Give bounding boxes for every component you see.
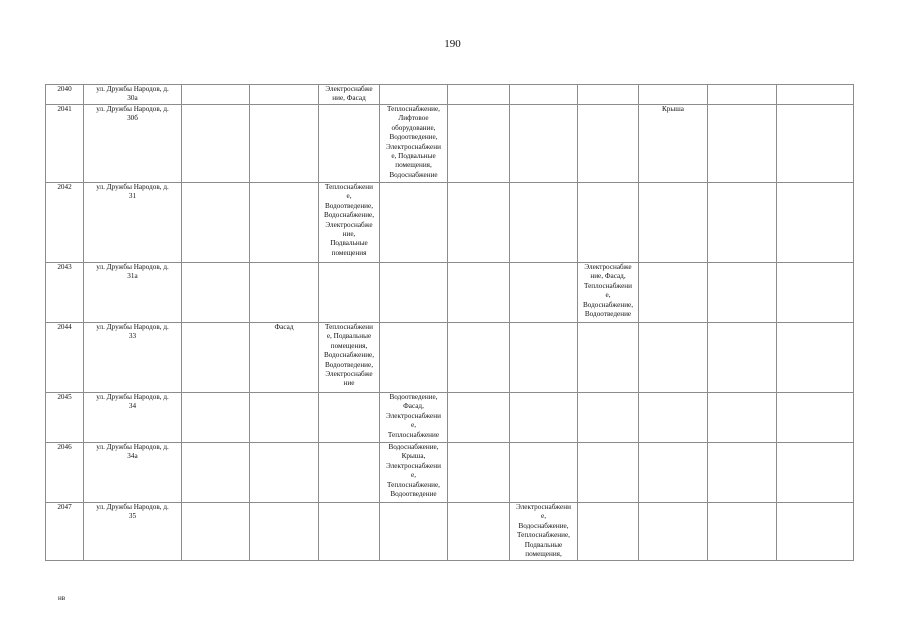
work-type-cell [250,263,319,323]
address-cell: ул. Дружбы Народов, д. 35 [84,503,182,561]
row-number-cell: 2046 [46,443,84,503]
work-type-cell [708,393,777,443]
work-type-cell [319,393,380,443]
work-type-cell [639,183,708,263]
address-cell: ул. Дружбы Народов, д. 31 [84,183,182,263]
work-type-cell: Крыша [639,105,708,183]
work-type-cell [319,105,380,183]
work-type-cell [182,105,250,183]
work-type-cell [510,393,578,443]
work-type-cell [777,105,854,183]
work-type-cell: Электроснабже ние, Фасад [319,85,380,105]
work-type-cell: Теплоснабжение, Лифтовое оборудование, Водоотведение, Электроснабжени е, Подвальные помещения, Водоснабжение [380,105,448,183]
work-type-cell [639,263,708,323]
work-type-cell [380,323,448,393]
work-type-cell [319,503,380,561]
work-type-cell [777,503,854,561]
work-type-cell [319,263,380,323]
work-type-cell [182,503,250,561]
page-number: 190 [444,38,461,50]
work-type-cell [380,503,448,561]
work-type-cell [182,183,250,263]
work-type-cell [380,263,448,323]
work-type-cell [250,105,319,183]
work-type-cell [319,443,380,503]
work-type-cell [578,393,639,443]
work-type-cell [708,263,777,323]
work-type-cell: Электроснабже ние, Фасад, Теплоснабжени е, Водоснабжение, Водоотведение [578,263,639,323]
work-type-cell [448,85,510,105]
work-type-cell [182,263,250,323]
address-cell: ул. Дружбы Народов, д. 34а [84,443,182,503]
table-row [46,323,854,393]
work-type-cell [250,443,319,503]
table-row [46,263,854,323]
work-type-cell [708,323,777,393]
table-row [46,443,854,503]
work-type-cell [777,323,854,393]
work-type-cell [708,105,777,183]
table-row [46,105,854,183]
row-number-cell: 2045 [46,393,84,443]
address-cell: ул. Дружбы Народов, д. 30а [84,85,182,105]
work-type-cell [510,105,578,183]
work-type-cell [639,503,708,561]
row-number-cell: 2041 [46,105,84,183]
work-type-cell [578,503,639,561]
work-type-cell [510,443,578,503]
row-number-cell: 2042 [46,183,84,263]
work-type-cell [448,443,510,503]
work-type-cell [448,105,510,183]
work-type-cell [182,393,250,443]
work-type-cell: Теплоснабжени е, Водоотведение, Водоснабжение, Электроснабже ние, Подвальные помещения [319,183,380,263]
work-type-cell: Водоотведение, Фасад, Электроснабжени е, Теплоснабжение [380,393,448,443]
work-type-cell [380,85,448,105]
work-type-cell [510,263,578,323]
work-type-cell [510,323,578,393]
work-type-cell [708,443,777,503]
work-type-cell [777,85,854,105]
work-type-cell [777,183,854,263]
work-type-cell [708,183,777,263]
work-type-cell: Фасад [250,323,319,393]
work-type-cell [777,443,854,503]
work-type-cell [777,393,854,443]
row-number-cell: 2040 [46,85,84,105]
work-type-cell [250,85,319,105]
work-type-cell [448,263,510,323]
work-type-cell [639,443,708,503]
work-type-cell [182,323,250,393]
row-number-cell: 2047 [46,503,84,561]
address-cell: ул. Дружбы Народов, д. 31а [84,263,182,323]
work-type-cell: Водоснабжение, Крыша, Электроснабжени е, Теплоснабжение, Водоотведение [380,443,448,503]
work-type-cell [708,503,777,561]
work-type-cell [250,503,319,561]
repair-schedule-table [45,84,854,561]
work-type-cell [182,443,250,503]
work-type-cell [578,323,639,393]
address-cell: ул. Дружбы Народов, д. 33 [84,323,182,393]
address-cell: ул. Дружбы Народов, д. 30б [84,105,182,183]
footer-note: нв [58,594,66,602]
work-type-cell [250,183,319,263]
work-type-cell [578,183,639,263]
work-type-cell [448,503,510,561]
work-type-cell [578,105,639,183]
work-type-cell [578,443,639,503]
work-type-cell [510,183,578,263]
table-row [46,183,854,263]
work-type-cell [639,393,708,443]
table-row [46,393,854,443]
table-row [46,503,854,561]
work-type-cell [182,85,250,105]
work-type-cell: Теплоснабжени е, Подвальные помещения, Водоснабжение, Водоотведение, Электроснабже ние [319,323,380,393]
work-type-cell [708,85,777,105]
work-type-cell [777,263,854,323]
row-number-cell: 2043 [46,263,84,323]
work-type-cell [639,85,708,105]
row-number-cell: 2044 [46,323,84,393]
work-type-cell [578,85,639,105]
work-type-cell [448,183,510,263]
work-type-cell [250,393,319,443]
work-type-cell [448,323,510,393]
work-type-cell: Электроснабжени е, Водоснабжение, Теплоснабжение, Подвальные помещения, [510,503,578,561]
work-type-cell [510,85,578,105]
table-row [46,85,854,105]
work-type-cell [380,183,448,263]
address-cell: ул. Дружбы Народов, д. 34 [84,393,182,443]
work-type-cell [639,323,708,393]
work-type-cell [448,393,510,443]
